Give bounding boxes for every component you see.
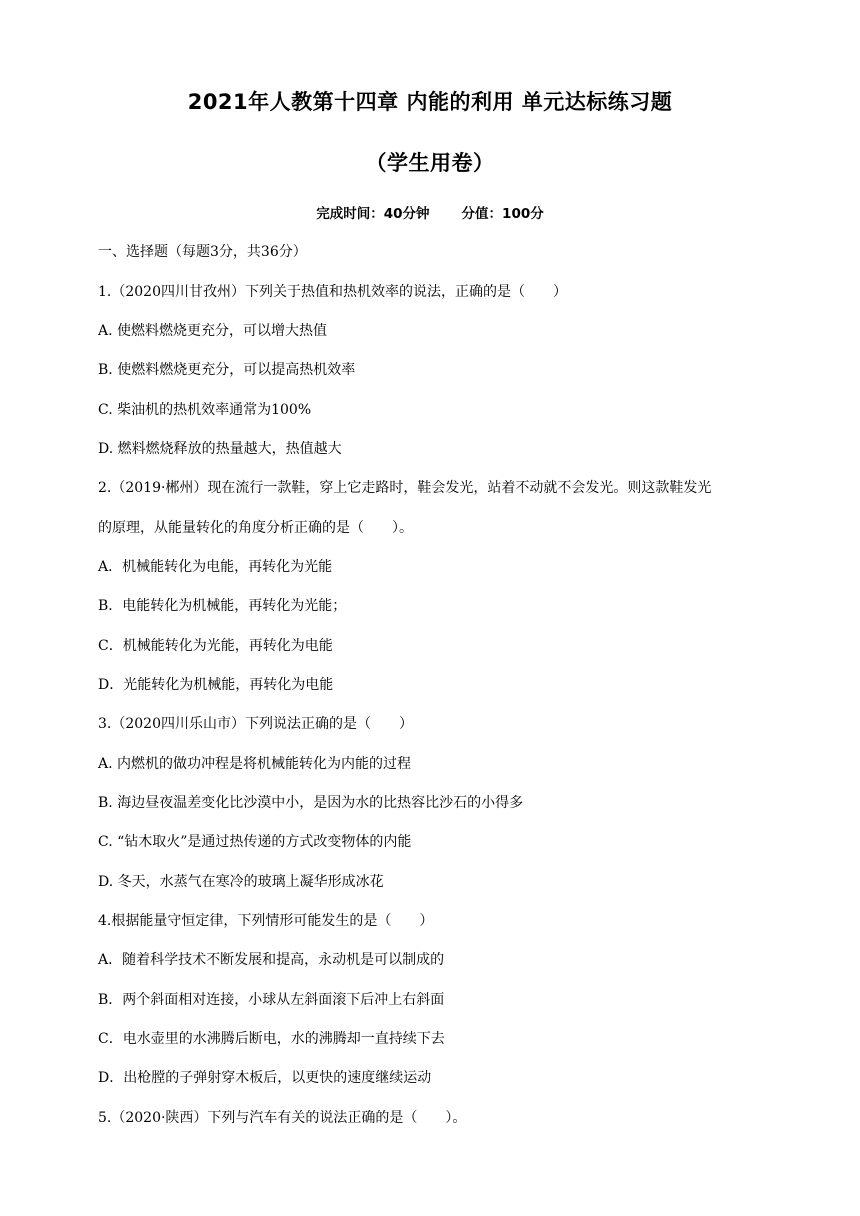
question-4-option-c: C．电水壶里的水沸腾后断电，水的沸腾却一直持续下去 [98,1031,445,1047]
question-4-option-a: A．随着科学技术不断发展和提高，永动机是可以制成的 [98,952,445,968]
question-2-option-d: D．光能转化为机械能，再转化为电能 [98,677,334,693]
question-5-stem: 5.（2020·陕西）下列与汽车有关的说法正确的是（ ）。 [98,1110,467,1126]
question-2-option-c: C．机械能转化为光能，再转化为电能 [98,638,333,654]
section-heading: 一、选择题（每题3分，共36分） [98,244,307,260]
question-3-option-a: A. 内燃机的做功冲程是将机械能转化为内能的过程 [98,756,412,772]
exam-meta [0,202,860,222]
completion-time: 完成时间：40分钟 [316,206,430,222]
document-title: 2021年人教第十四章 内能的利用 单元达标练习题 [187,90,673,114]
question-4-stem: 4.根据能量守恒定律，下列情形可能发生的是（ ） [98,913,434,929]
document-subtitle: （学生用卷） [365,151,495,175]
total-score: 分值：100分 [461,206,544,222]
question-4-option-b: B．两个斜面相对连接，小球从左斜面滚下后冲上右斜面 [98,992,445,1008]
question-1-option-a: A. 使燃料燃烧更充分，可以增大热值 [98,323,328,339]
question-4-option-d: D．出枪膛的子弹射穿木板后，以更快的速度继续运动 [98,1070,432,1086]
question-3-stem: 3.（2020四川乐山市）下列说法正确的是（ ） [98,716,413,732]
question-1-option-b: B. 使燃料燃烧更充分，可以提高热机效率 [98,362,356,378]
question-3-option-d: D. 冬天，水蒸气在寒冷的玻璃上凝华形成冰花 [98,874,384,890]
question-3-option-c: C. “钻木取火”是通过热传递的方式改变物体的内能 [98,834,412,850]
question-1-option-d: D. 燃料燃烧释放的热量越大，热值越大 [98,441,342,457]
question-3-option-b: B. 海边昼夜温差变化比沙漠中小，是因为水的比热容比沙石的小得多 [98,795,524,811]
question-2-stem: 2.（2019·郴州）现在流行一款鞋，穿上它走路时，鞋会发光，站着不动就不会发光。则这款鞋发光 [98,480,712,496]
question-1-option-c: C. 柴油机的热机效率通常为100% [98,402,312,418]
question-2-stem-continued: 的原理，从能量转化的角度分析正确的是（ ）。 [98,520,413,536]
question-2-option-a: A．机械能转化为电能，再转化为光能 [98,559,333,575]
question-2-option-b: B．电能转化为机械能，再转化为光能； [98,598,347,614]
question-1-stem: 1.（2020四川甘孜州）下列关于热值和热机效率的说法，正确的是（ ） [98,284,567,300]
